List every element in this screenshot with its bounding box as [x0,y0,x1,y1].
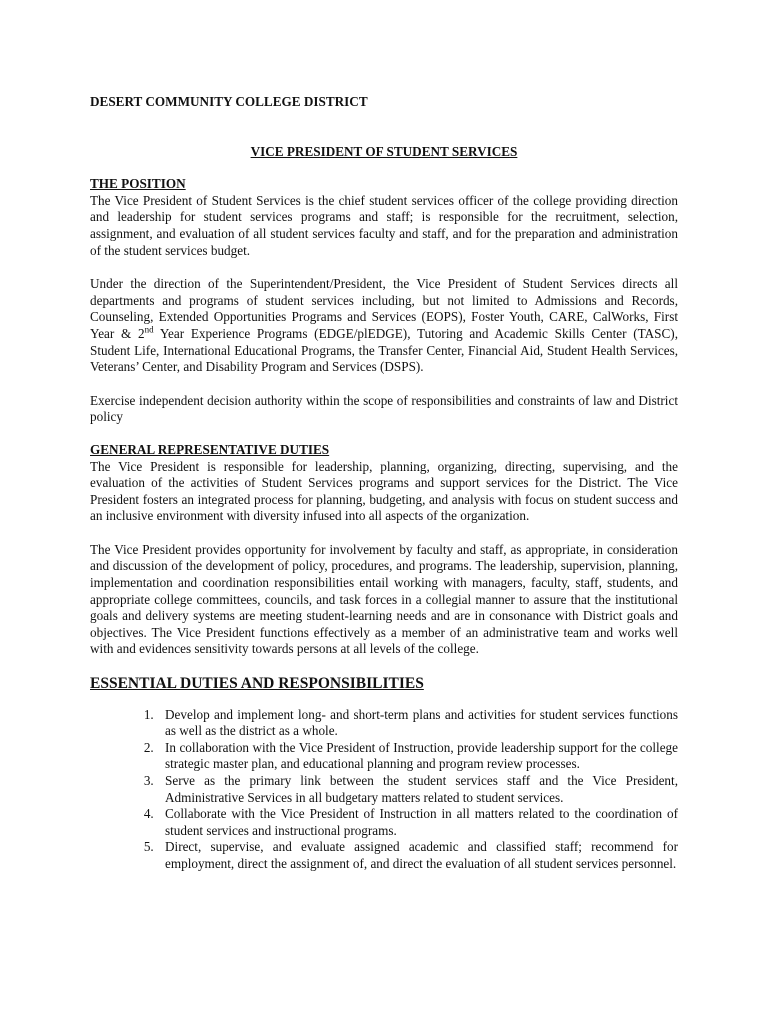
list-item: 2. In collaboration with the Vice President of Instruction, provide leadership support for the college strategic master plan, and educational planning and program review processes. [157,740,678,773]
position-heading: THE POSITION [90,176,186,192]
list-item: 1. Develop and implement long- and short-term plans and activities for student services functions as well as the district as a whole. [157,707,678,740]
list-item: 5. Direct, supervise, and evaluate assigned academic and classified staff; recommend for employment, direct the assignment of, and direct the evaluation of all student services personnel. [157,839,678,872]
document-page [90,94,678,873]
general-paragraph-2: The Vice President provides opportunity for involvement by faculty and staff, as appropriate, in consideration and discussion of the development of policy, procedures, and programs. The leadership, supervision, planning, implementation and coordination responsibilities entail working with managers, faculty, staff, students, and appropriate college committees, councils, and task forces in a collegial manner to assure that the institutional goals and delivery systems are meeting student-learning needs and are in consonance with District goals and objectives. The Vice President functions effectively as a member of an administrative team and works well with and evidences sensitivity towards persons at all levels of the college. [90,541,678,657]
general-paragraph-1: The Vice President is responsible for leadership, planning, organizing, directing, supervising, and the evaluation of the activities of Student Services programs and support services for the District. The Vice President fosters an integrated process for planning, budgeting, and analysis with focus on student success and an inclusive environment with diversity infused into all aspects of the organization. [90,458,678,524]
essential-duties-heading: ESSENTIAL DUTIES AND RESPONSIBILITIES [90,675,424,693]
list-item: 3. Serve as the primary link between the student services staff and the Vice President, Administrative Services in all budgetary matters related to student services. [157,773,678,806]
list-item: 4. Collaborate with the Vice President of Instruction in all matters related to the coordination of student services and instructional programs. [157,806,678,839]
position-paragraph-1: The Vice President of Student Services is the chief student services officer of the college providing direction and leadership for student services programs and staff; is responsible for the recruitment, selection, assignment, and evaluation of all student services faculty and staff, and for the preparation and administration of the student services budget. [90,192,678,258]
document-title: VICE PRESIDENT OF STUDENT SERVICES [250,143,518,159]
position-paragraph-2 [90,276,678,376]
essential-duties-list [90,707,678,873]
general-duties-heading: GENERAL REPRESENTATIVE DUTIES [90,441,330,457]
district-name: DESERT COMMUNITY COLLEGE DISTRICT [90,94,368,109]
direction-text-start: Under the direction of the Superintendent/President, the Vice President of Student Services directs all departments and programs of student services including, but not limited to Admissions and Records, Counseling, Extended Opportunities Programs and Services (EOPS), Foster Youth, CARE, CalWorks, First Year & 2 [90,276,678,341]
direction-text-end: Year Experience Programs (EDGE/plEDGE), Tutoring and Academic Skills Center (TASC), Student Life, International Educational Programs, the Transfer Center, Financial Aid, Student Health Services, Veterans’ Center, and Disability Program and Services (DSPS). [90,325,678,375]
position-paragraph-3: Exercise independent decision authority within the scope of responsibilities and constraints of law and District policy [90,392,678,425]
ordinal-superscript: nd [144,324,154,335]
